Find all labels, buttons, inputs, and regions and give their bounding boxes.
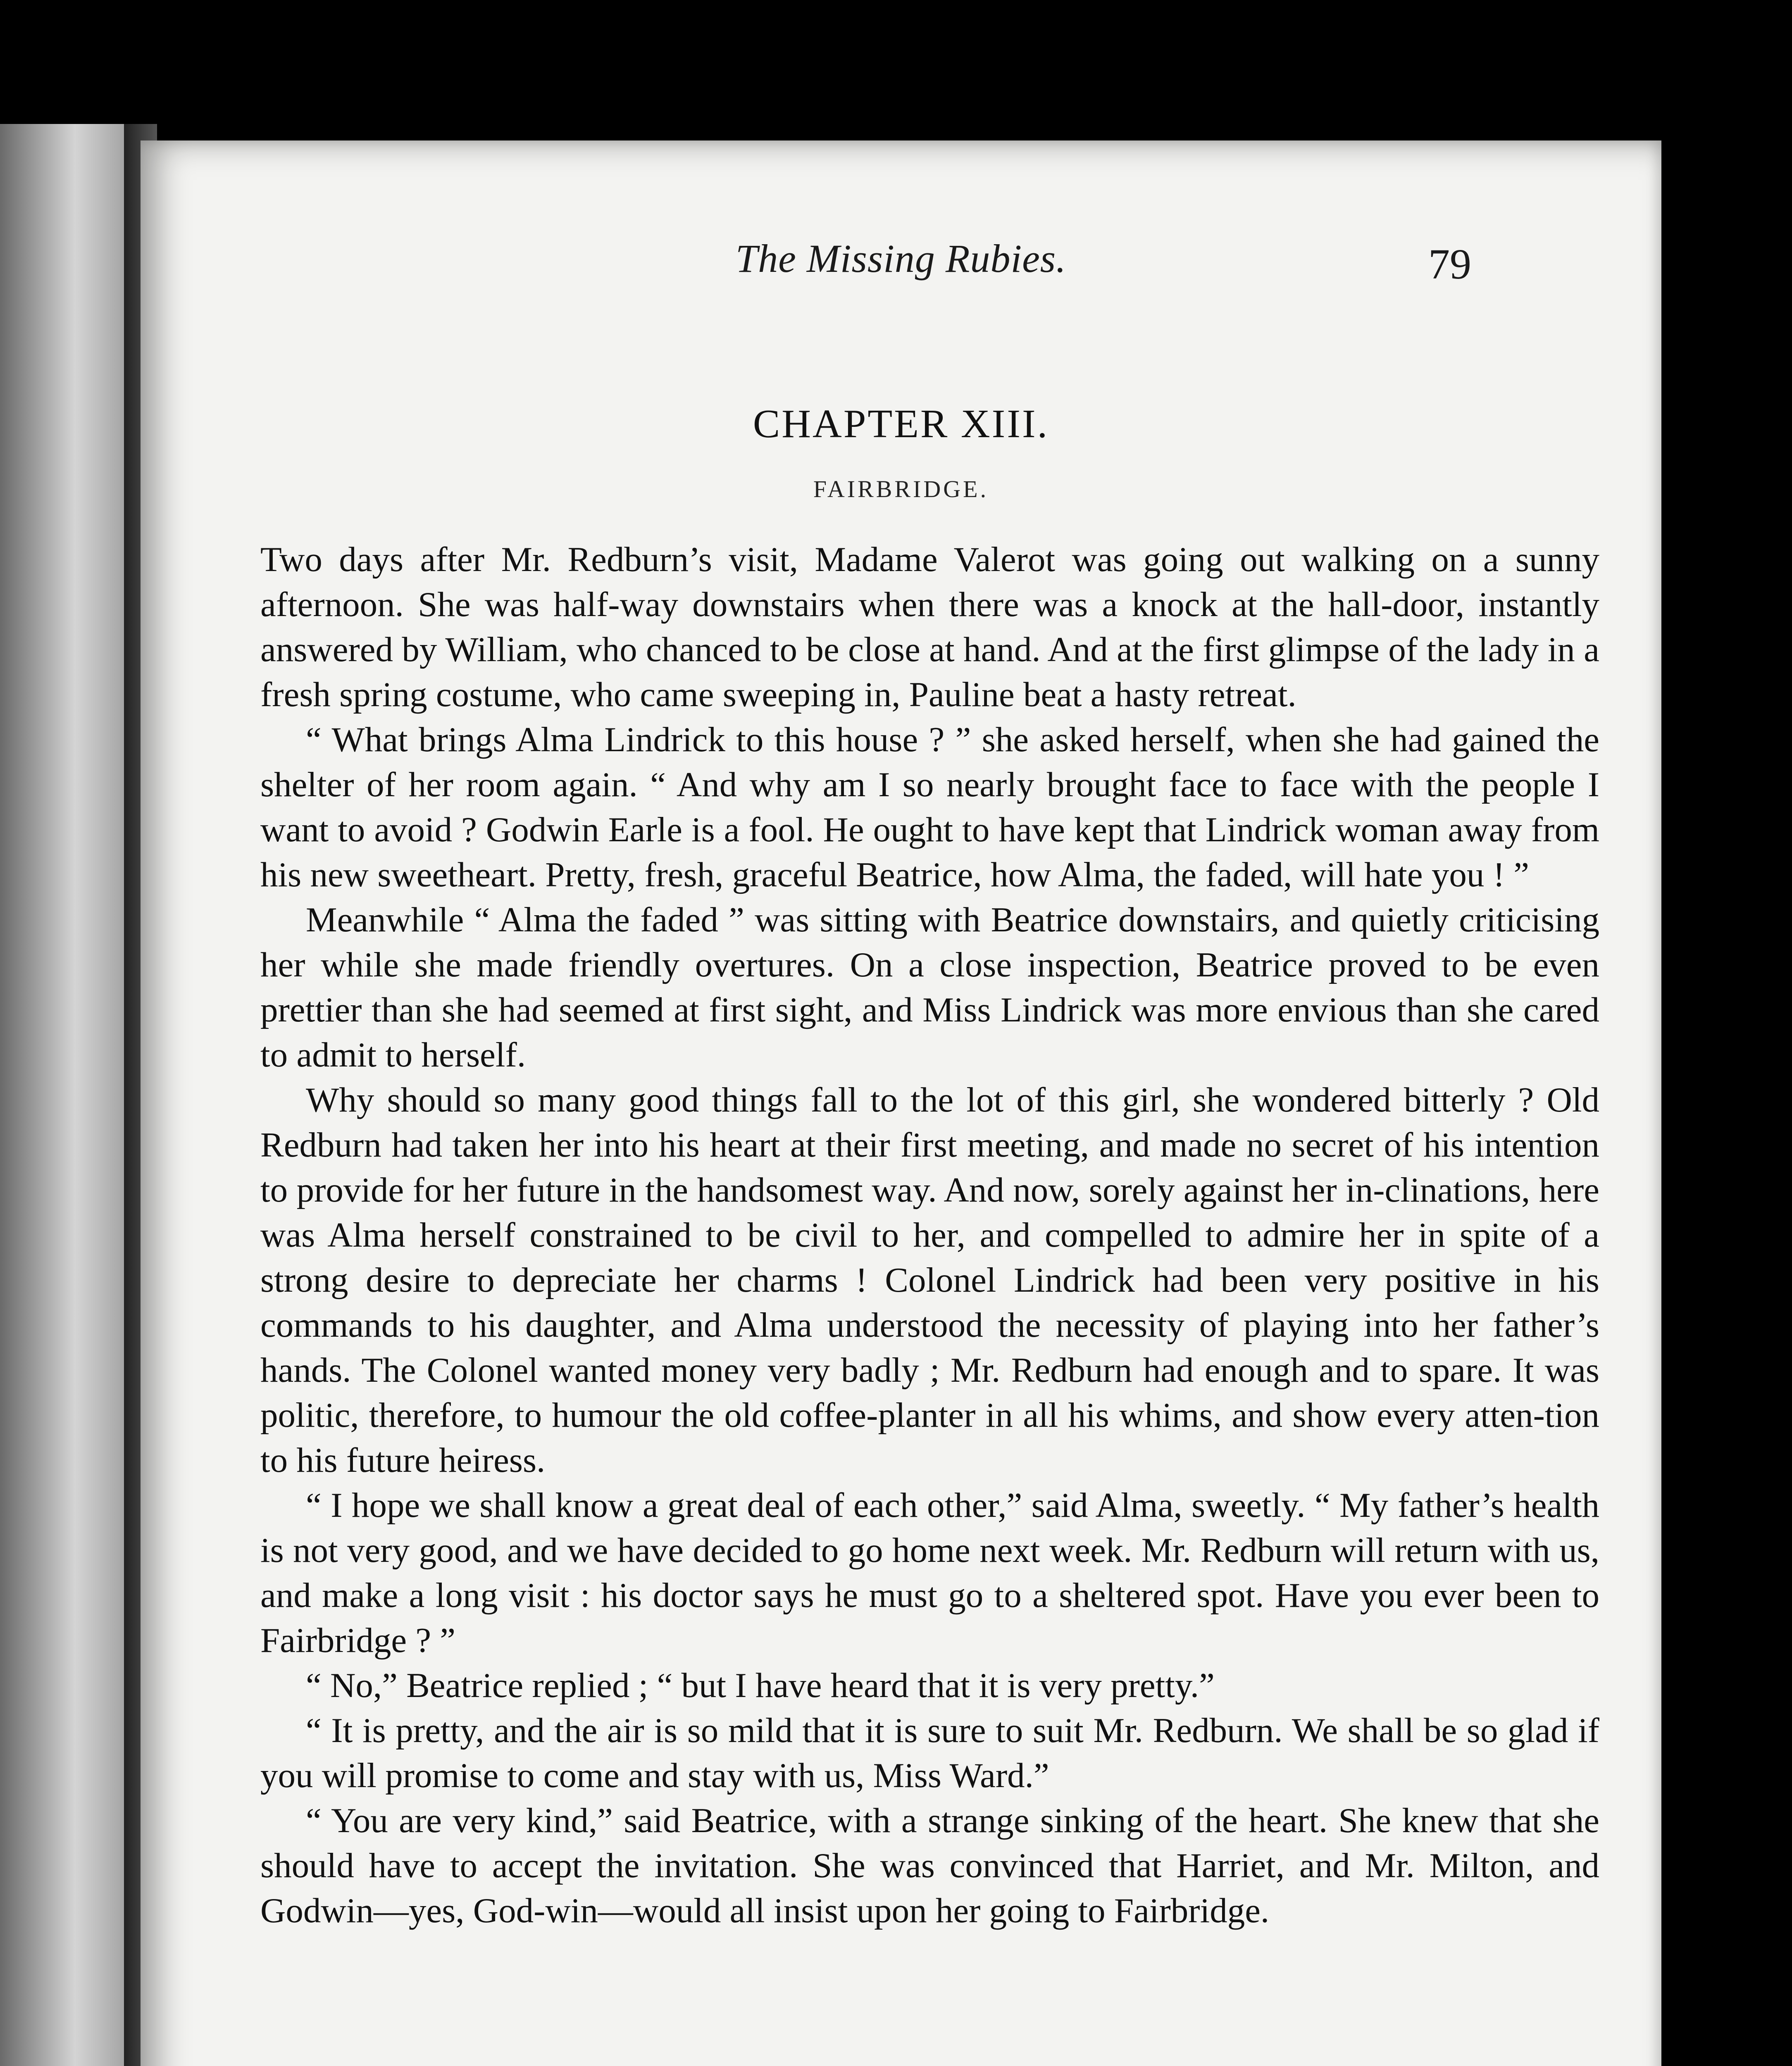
running-title: The Missing Rubies.	[735, 236, 1067, 281]
paragraph: “ No,” Beatrice replied ; “ but I have heard that it is very pretty.”	[306, 1666, 1215, 1705]
chapter-heading: CHAPTER XIII.	[753, 402, 1049, 446]
paragraph: “ It is pretty, and the air is so mild that it is sure to suit Mr. Redburn. We shall be so glad if you will promise to come and stay with us, Miss Ward.”	[260, 1711, 1599, 1795]
running-head	[141, 236, 1661, 318]
chapter-subtitle: FAIRBRIDGE.	[813, 476, 989, 502]
paragraph: “ What brings Alma Lindrick to this house ? ” she asked herself, when she had gained the shelter of her room again. “ And why am I so nearly brought face to face with the people I want to avoid ? Godwin Earle is a fool. He ought to have kept that Lindrick woman away from his new sweetheart. Pretty, fresh, graceful Beatrice, how Alma, the faded, will hate you ! ”	[260, 720, 1599, 894]
paragraph: Meanwhile “ Alma the faded ” was sitting with Beatrice downstairs, and quietly criticising her while she made friendly overtures. On a close inspection, Beatrice proved to be even prettier than she had seemed at first sight, and Miss Lindrick was more envious than she cared to admit to herself.	[260, 900, 1599, 1074]
book-page	[141, 140, 1661, 2066]
paragraph: “ I hope we shall know a great deal of each other,” said Alma, sweetly. “ My father’s health is not very good, and we have decided to go home next week. Mr. Redburn will return with us, and make a long visit : his doctor says he must go to a sheltered spot. Have you ever been to Fairbridge ? ”	[260, 1486, 1599, 1660]
left-page-edge	[0, 124, 136, 2066]
body-text	[260, 537, 1599, 1933]
paragraph: “ You are very kind,” said Beatrice, with a strange sinking of the heart. She knew that she should have to accept the invitation. She was convinced that Harriet, and Mr. Milton, and Godwin—yes, God-win—would all insist upon her going to Fairbridge.	[260, 1801, 1599, 1930]
paragraph: Why should so many good things fall to the lot of this girl, she wondered bitterly ? Old Redburn had taken her into his heart at their first meeting, and made no secret of his intention to provide for her future in the handsomest way. And now, sorely against her in-clinations, here was Alma herself constrained to be civil to her, and compelled to admire her in spite of a strong desire to depreciate her charms ! Colonel Lindrick had been very positive in his commands to his daughter, and Alma understood the necessity of playing into her father’s hands. The Colonel wanted money very badly ; Mr. Redburn had enough and to spare. It was politic, therefore, to humour the old coffee-planter in all his whims, and show every atten-tion to his future heiress.	[260, 1081, 1599, 1480]
paragraph: Two days after Mr. Redburn’s visit, Madame Valerot was going out walking on a sunny afternoon. She was half-way downstairs when there was a knock at the hall-door, instantly answered by William, who chanced to be close at hand. And at the first glimpse of the lady in a fresh spring costume, who came sweeping in, Pauline beat a hasty retreat.	[260, 540, 1599, 714]
page-number: 79	[1428, 240, 1471, 288]
